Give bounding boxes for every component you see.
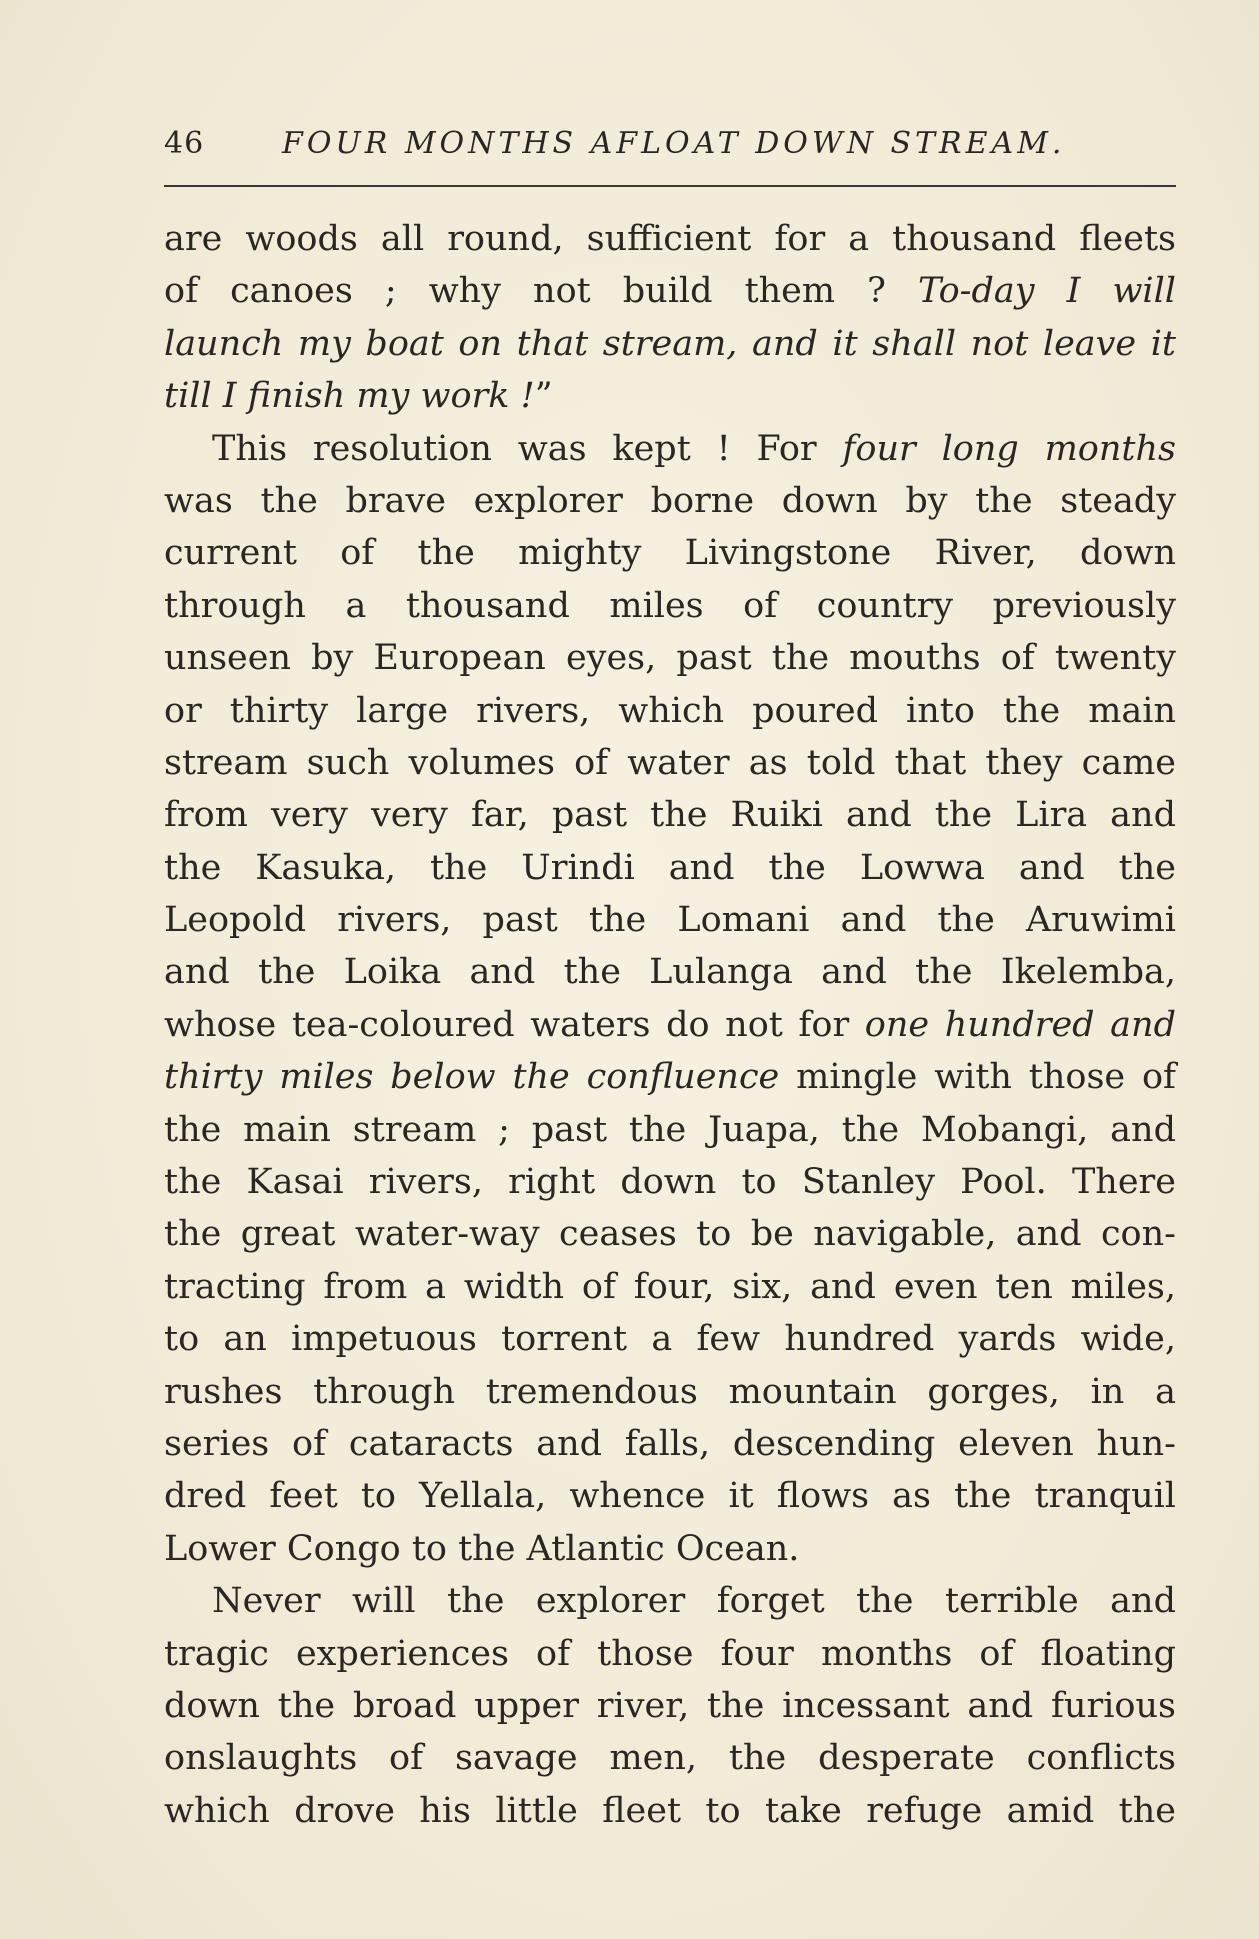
text-line: the main stream ; past the Juapa, the Mobangi, and (164, 1109, 1176, 1150)
header-rule (164, 185, 1176, 187)
text-line: till I finish my work !” (164, 376, 553, 417)
text-line: Leopold rivers, past the Lomani and the Aruwimi (164, 900, 1176, 941)
paragraph-start-line: Never will the explorer forget the terrible and (212, 1581, 1176, 1622)
text-line: onslaughts of savage men, the desperate conflicts (164, 1738, 1176, 1779)
text-line: down the broad upper river, the incessant and furious (164, 1685, 1176, 1726)
text-line: stream such volumes of water as told that they came (164, 742, 1176, 783)
paragraph-start-line: This resolution was kept ! For four long months (212, 428, 1176, 469)
text-line: tragic experiences of those four months of floating (164, 1633, 1176, 1674)
text-line: the Kasuka, the Urindi and the Lowwa and the (164, 847, 1176, 888)
text-line: whose tea-coloured waters do not for one hundred and (164, 1004, 1176, 1045)
text-line: or thirty large rivers, which poured into the main (164, 690, 1176, 731)
text-line: current of the mighty Livingstone River, down (164, 533, 1176, 574)
page-header (164, 118, 1174, 168)
text-line: are woods all round, sufficient for a thousand fleets (164, 219, 1176, 259)
text-line: unseen by European eyes, past the mouths of twenty (164, 638, 1176, 679)
page-number: 46 (164, 126, 205, 161)
text-line: to an impetuous torrent a few hundred yards wide, (164, 1319, 1176, 1360)
body-text (164, 213, 1176, 1837)
text-line: Lower Congo to the Atlantic Ocean. (164, 1528, 800, 1569)
text-line: dred feet to Yellala, whence it flows as the tranquil (164, 1476, 1176, 1517)
text-line: from very very far, past the Ruiki and the Lira and (164, 795, 1176, 836)
text-line: through a thousand miles of country previously (164, 585, 1176, 626)
text-line: launch my boat on that stream, and it shall not leave it (164, 323, 1176, 364)
text-line: was the brave explorer borne down by the steady (164, 480, 1176, 521)
text-line: tracting from a width of four, six, and even ten miles, (164, 1266, 1176, 1307)
text-line: the Kasai rivers, right down to Stanley Pool. There (164, 1162, 1176, 1203)
text-line: which drove his little fleet to take refuge amid the (164, 1790, 1176, 1831)
running-head: FOUR MONTHS AFLOAT DOWN STREAM. (282, 126, 1066, 161)
text-line: thirty miles below the confluence mingle with those of (164, 1057, 1176, 1098)
text-line: of canoes ; why not build them ? To-day I will (164, 271, 1176, 312)
text-line: series of cataracts and falls, descending eleven hun- (164, 1423, 1176, 1464)
text-line: the great water-way ceases to be navigable, and con- (164, 1214, 1176, 1255)
text-line: and the Loika and the Lulanga and the Ikelemba, (164, 952, 1176, 993)
text-line: rushes through tremendous mountain gorges, in a (164, 1371, 1176, 1412)
